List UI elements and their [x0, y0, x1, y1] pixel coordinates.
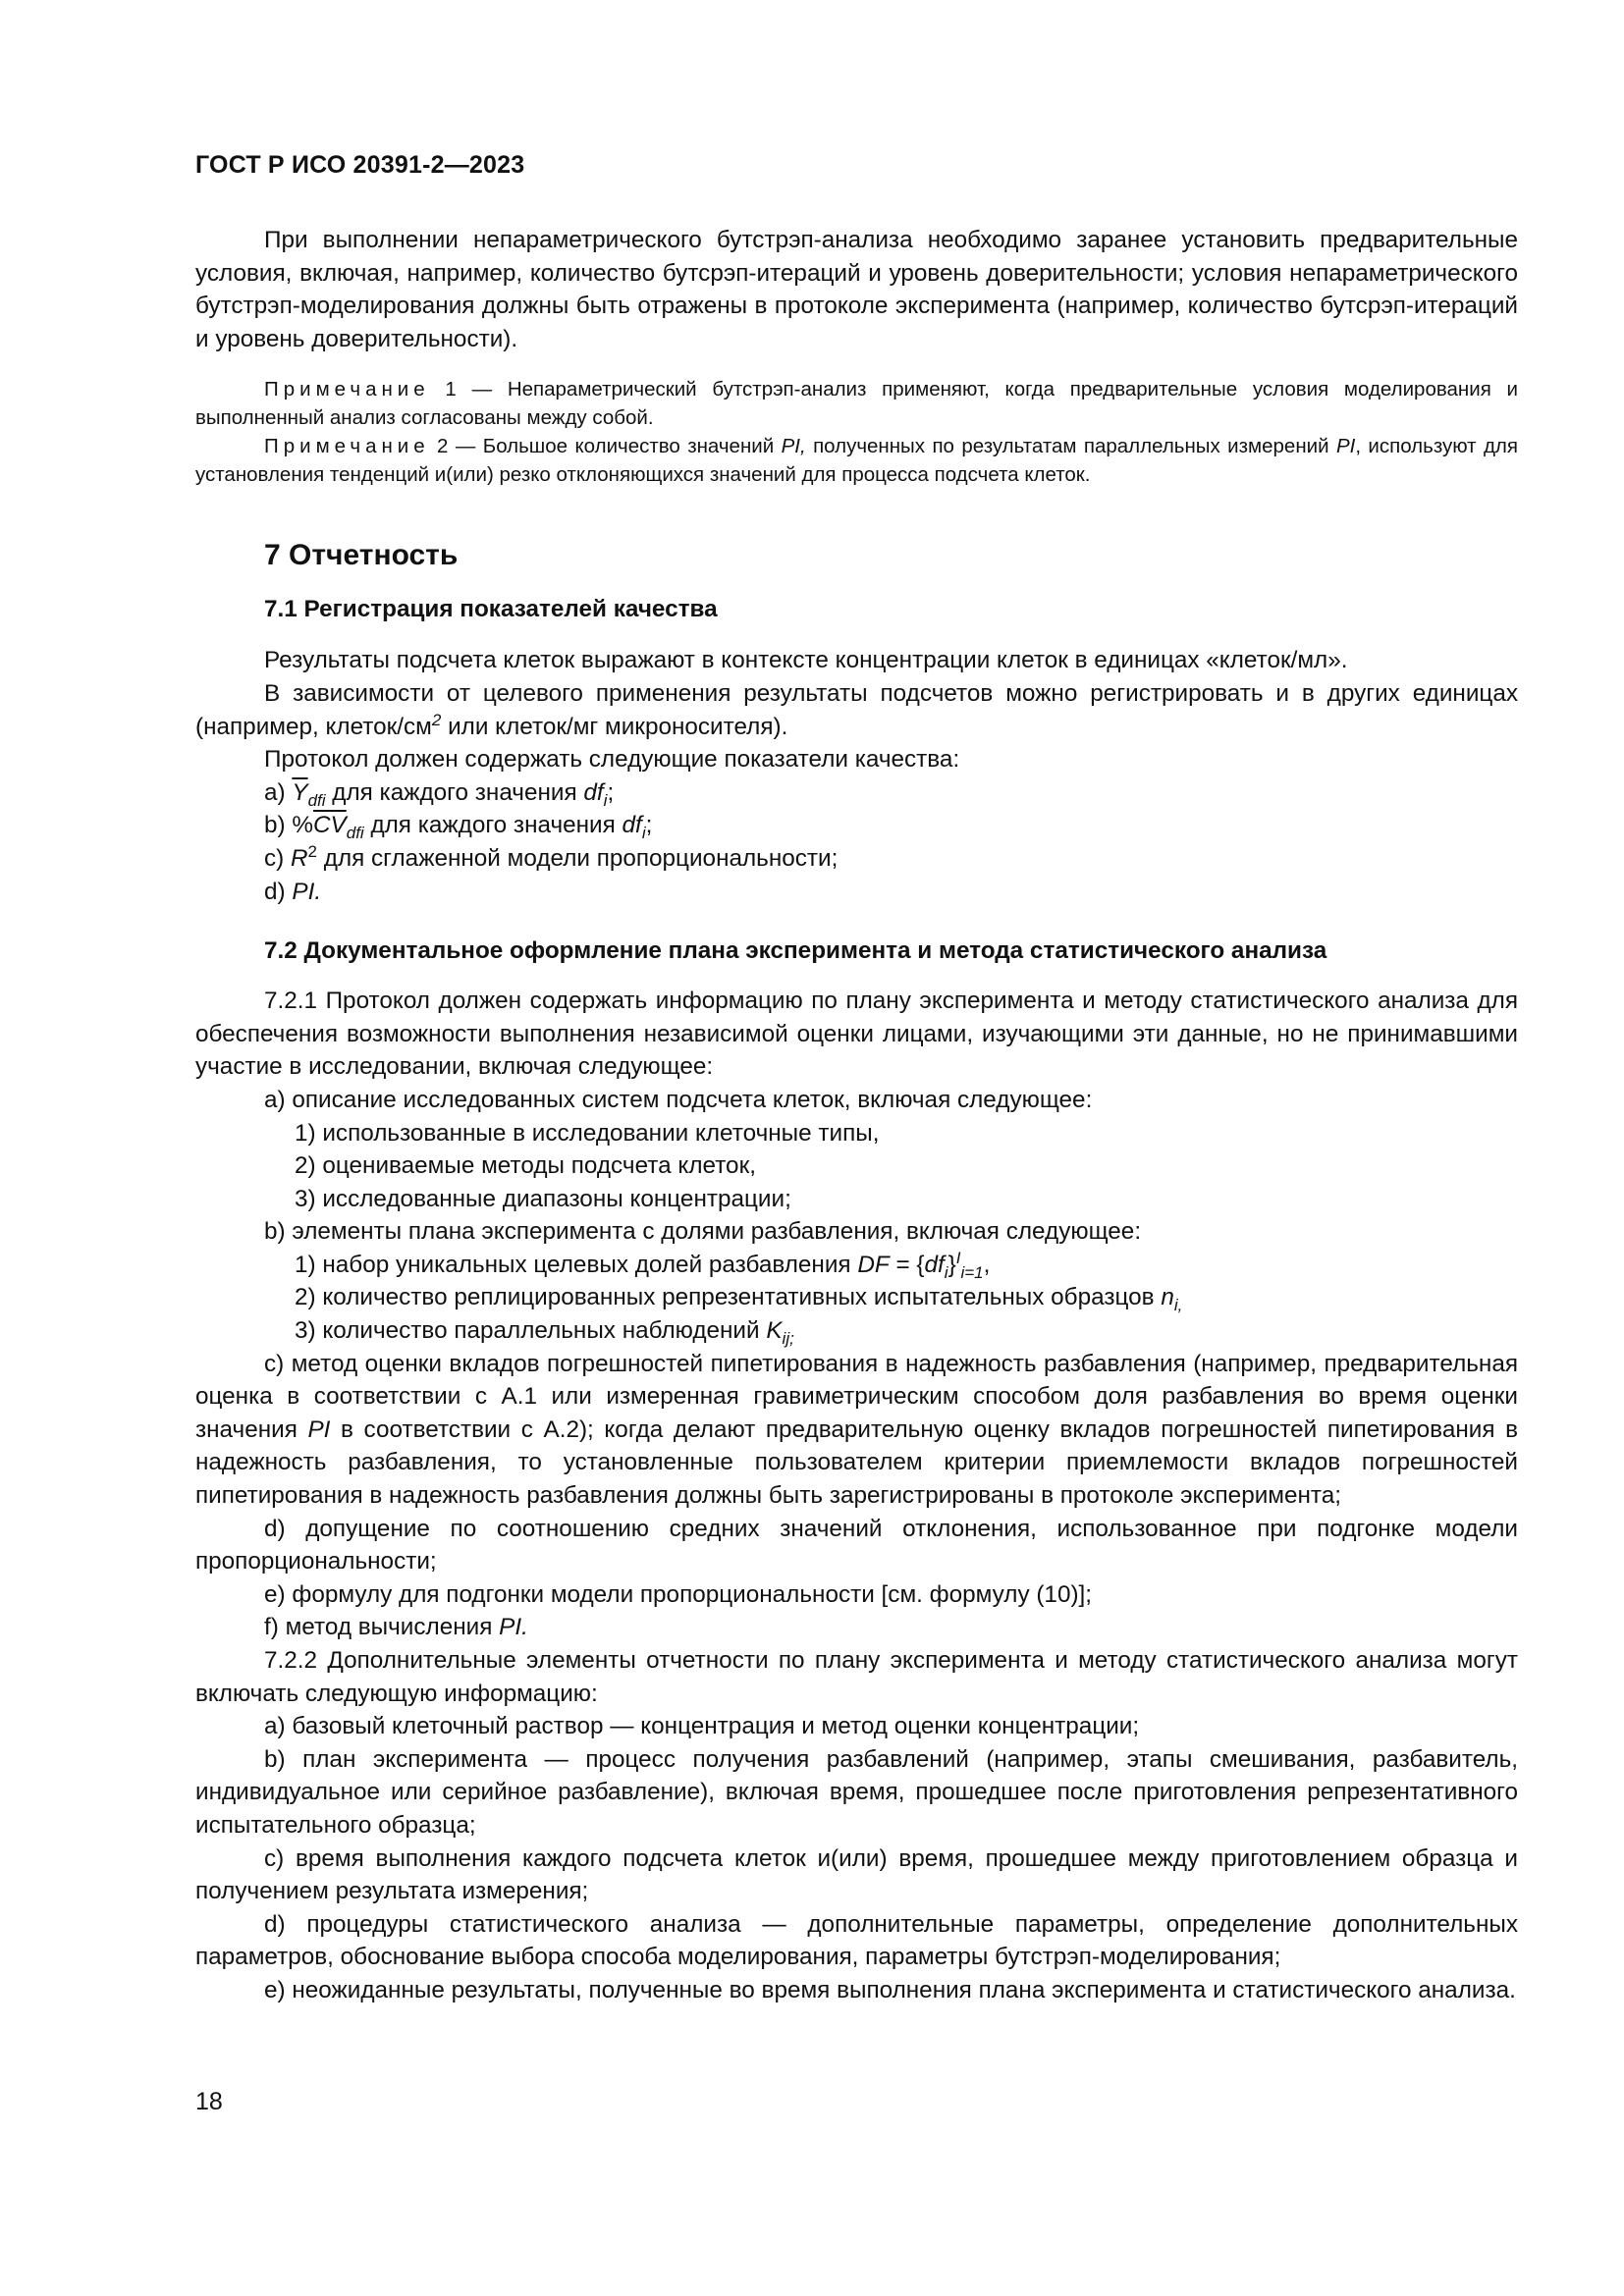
paragraph: a) базовый клеточный раствор — концентрация и метод оценки концентрации;: [264, 1713, 1140, 1740]
section-7-title: 7 Отчетность: [264, 539, 459, 572]
notes-block: [195, 375, 1518, 489]
document-body: [195, 224, 1518, 2007]
paragraph: e) неожиданные результаты, полученные во время выполнения плана эксперимента и статистического анализа.: [264, 1976, 1516, 2003]
paragraph: d) допущение по соотношению средних значений отклонения, использованное при подгонке модели пропорциональности;: [195, 1515, 1518, 1575]
paragraph: d) процедуры статистического анализа — дополнительные параметры, определение дополнительных параметров, обоснование выбора способа моделирования, параметры бутстрэп-моделирования;: [195, 1910, 1518, 1971]
paragraph: b) план эксперимента — процесс получения разбавлений (например, этапы смешивания, разбавитель, индивидуальное или серийное разбавление), включая время, прошедшее после приготовления репрезентативного испытательного образца;: [195, 1745, 1518, 1839]
paragraph: 7.2.1 Протокол должен содержать информацию по плану эксперимента и методу статистического анализа для обеспечения возможности выполнения независимой оценки лицами, изучающими эти данные, но не принимавшими участие в исследовании, включая следующее:: [195, 988, 1518, 1081]
note-label: Примечание: [264, 378, 430, 401]
list-item: 1) набор уникальных целевых долей разбавления DF = $\{df_i\}^I_{i=1}$,: [295, 1248, 991, 1282]
paragraph: 7.2.2 Дополнительные элементы отчетности по плану эксперимента и методу статистического анализа могут включать следующую информацию:: [195, 1647, 1518, 1707]
list-item: 1) использованные в исследовании клеточные типы,: [295, 1119, 880, 1147]
section-7-1-title: 7.1 Регистрация показателей качества: [264, 596, 718, 623]
list-item: c) $R^2$ для сглаженной модели пропорциональности;: [264, 841, 839, 872]
list-item: а) описание исследованных систем подсчета клеток, включая следующее:: [264, 1086, 1093, 1113]
note-label: Примечание: [264, 435, 430, 458]
note-1: Примечание 1 — Непараметрический бутстрэп-анализ применяют, когда предварительные условия моделирования и выполненный анализ согласованы между собой.: [195, 378, 1518, 430]
intro-paragraph: При выполнении непараметрического бутстрэп-анализа необходимо заранее установить предварительные условия, включая, например, количество бутсрэп-итераций и уровень доверительности; условия непараметрического бутстрэп-моделирования должны быть отражены в протоколе эксперимента (например, количество бутсрэп-итераций и уровень доверительности).: [195, 227, 1518, 352]
paragraph: Результаты подсчета клеток выражают в контексте концентрации клеток в единицах «клеток/мл».: [264, 647, 1348, 674]
paragraph: c) время выполнения каждого подсчета клеток и(или) время, прошедшее между приготовлением образца и получением результата измерения;: [195, 1844, 1518, 1905]
paragraph: c) метод оценки вкладов погрешностей пипетирования в надежность разбавления (например, предварительная оценка в соответствии с А.1 или измеренная гравиметрическим способом доля разбавления во время оценки значения PI в соответствии с А.2); когда делают предварительную оценку вкладов погрешностей пипетирования в надежность разбавления, то установленные пользователем критерии приемлемости вкладов погрешностей пипетирования в надежность разбавления должны быть зарегистрированы в протоколе эксперимента;: [195, 1350, 1518, 1510]
page-number: 18: [195, 2088, 223, 2115]
list-item: 3) количество параллельных наблюдений $K_{ij;}$: [295, 1317, 794, 1348]
paragraph: f) метод вычисления PI.: [264, 1614, 528, 1641]
list-item: b) $\%\overline{CV}_{dfi}$ для каждого значения $df_i$;: [264, 812, 653, 843]
list-item: 2) оцениваемые методы подсчета клеток,: [295, 1152, 756, 1180]
list-item: 3) исследованные диапазоны концентрации;: [295, 1185, 791, 1212]
list-item: 2) количество реплицированных репрезентативных испытательных образцов $n_{i,}$: [295, 1284, 1183, 1315]
paragraph: e) формулу для подгонки модели пропорциональности [см. формулу (10)];: [264, 1580, 1093, 1608]
note-2: Примечание 2 — Большое количество значений PI, полученных по результатам параллельных измерений PI, используют для установления тенденций и(или) резко отклоняющихся значений для процесса подсчета клеток.: [195, 435, 1518, 487]
section-7-2-title: 7.2 Документальное оформление плана эксперимента и метода статистического анализа: [264, 937, 1327, 965]
list-item: a) $\overline{Y}_{dfi}$ для каждого значения $df_i$;: [264, 778, 615, 810]
paragraph: Протокол должен содержать следующие показатели качества:: [264, 746, 960, 774]
list-item: d) PI.: [264, 878, 322, 905]
section-7-2-body: [195, 985, 1518, 2006]
document-header: ГОСТ Р ИСО 20391-2—2023: [195, 151, 525, 179]
paragraph: В зависимости от целевого применения результаты подсчетов можно регистрировать и в других единицах (например, клеток/$см^2$ или клеток/мг микроносителя).: [195, 679, 1518, 740]
section-7-1-body: [195, 644, 1518, 908]
list-item: b) элементы плана эксперимента с долями разбавления, включая следующее:: [264, 1218, 1142, 1246]
